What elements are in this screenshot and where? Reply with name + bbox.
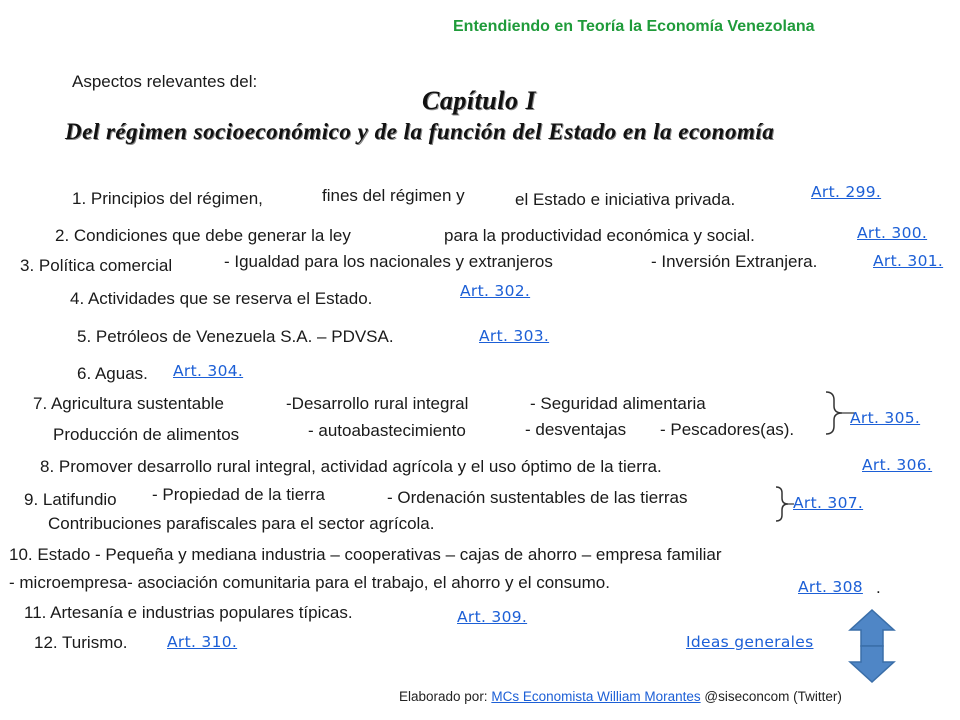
item-9-text-b: - Propiedad de la tierra [152,485,325,504]
link-art-308[interactable]: Art. 308 [798,578,863,596]
item-1-text: 1. Principios del régimen, [72,189,263,208]
item-2-text-b: para la productividad económica y social. [444,226,755,245]
link-art-305[interactable]: Art. 305. [850,409,921,427]
link-art-306[interactable]: Art. 306. [862,456,933,474]
link-art-310[interactable]: Art. 310. [167,633,238,651]
item-2-text: 2. Condiciones que debe generar la ley [55,226,351,245]
footer-suffix: @siseconcom (Twitter) [704,689,842,704]
item-8-text: 8. Promover desarrollo rural integral, actividad agrícola y el uso óptimo de la tierra. [40,457,662,476]
item-9-text: 9. Latifundio [24,490,117,509]
header-title: Entendiendo en Teoría la Economía Venezolana [453,18,815,35]
item-3-text-c: - Inversión Extranjera. [651,252,818,271]
chapter-title: Capítulo I [422,86,537,115]
item-7-text: 7. Agricultura sustentable [33,394,224,413]
item-9-text-c: - Ordenación sustentables de las tierras [387,488,688,507]
item-6-text: 6. Aguas. [77,364,148,383]
link-art-302[interactable]: Art. 302. [460,282,531,300]
item-3-text-b: - Igualdad para los nacionales y extranjeros [224,252,553,271]
chapter-subtitle: Del régimen socioeconómico y de la función del Estado en la economía [65,119,775,144]
item-1-text-b: fines del régimen y [322,186,465,205]
ideas-generales-link[interactable]: Ideas generales [686,633,814,651]
item-7-text-f: - desventajas [525,420,627,439]
item-7-text-d: Producción de alimentos [53,425,240,444]
arrow-up-icon[interactable] [848,608,896,648]
link-art-301[interactable]: Art. 301. [873,252,944,270]
link-art-300[interactable]: Art. 300. [857,224,928,242]
item-11-text: 11. Artesanía e industrias populares típicas. [24,603,353,622]
item-10-period: . [876,578,881,597]
item-10-text-b: - microempresa- asociación comunitaria para el trabajo, el ahorro y el consumo. [9,573,610,592]
item-9-text-d: Contribuciones parafiscales para el sector agrícola. [48,514,435,533]
item-7-text-e: - autoabastecimiento [308,421,466,440]
item-7-text-c: - Seguridad alimentaria [530,394,706,413]
link-art-303[interactable]: Art. 303. [479,327,550,345]
item-7-text-g: - Pescadores(as). [660,420,795,439]
item-12-text: 12. Turismo. [34,633,128,652]
footer-prefix: Elaborado por: [399,689,488,704]
item-3-text: 3. Política comercial [20,256,173,275]
link-art-307[interactable]: Art. 307. [793,494,864,512]
intro-text: Aspectos relevantes del: [72,72,258,91]
footer [399,689,842,704]
item-10-text: 10. Estado - Pequeña y mediana industria – cooperativas – cajas de ahorro – empresa familiar [9,545,722,564]
arrow-down-icon[interactable] [848,644,896,684]
item-4-text: 4. Actividades que se reserva el Estado. [70,289,373,308]
author-link[interactable]: MCs Economista William Morantes [491,689,701,704]
item-1-text-c: el Estado e iniciativa privada. [515,190,736,209]
item-5-text: 5. Petróleos de Venezuela S.A. – PDVSA. [77,327,394,346]
link-art-304[interactable]: Art. 304. [173,362,244,380]
item-7-text-b: -Desarrollo rural integral [286,394,469,413]
link-art-299[interactable]: Art. 299. [811,183,882,201]
link-art-309[interactable]: Art. 309. [457,608,528,626]
